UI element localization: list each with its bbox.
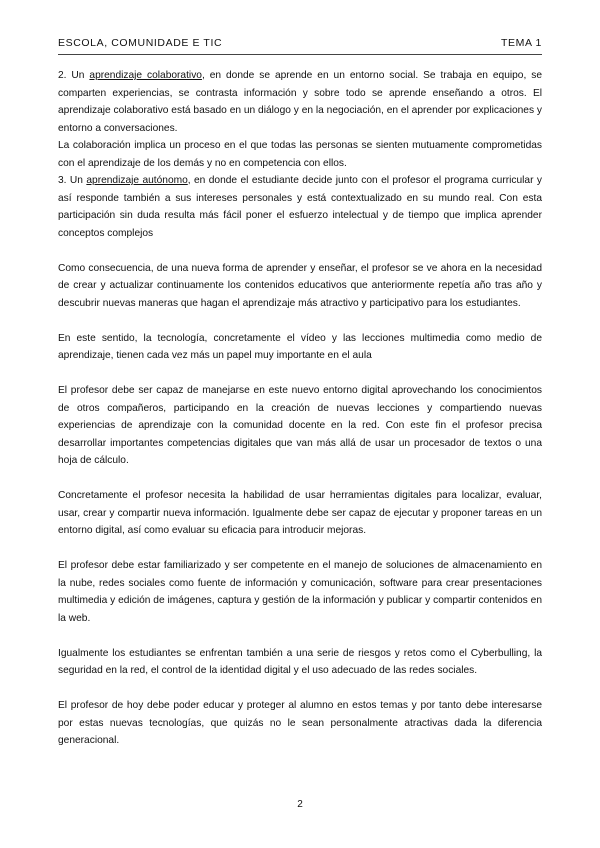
paragraph: Como consecuencia, de una nueva forma de aprender y enseñar, el profesor se ve ahora en la necesidad de crear y actualizar continuamente los contenidos educativos que anteriormente repetía año tras año y descubrir nuevas maneras que hagan el aprendizaje más atractivo y participativo para los estudiantes. — [58, 262, 542, 309]
paragraph: Concretamente el profesor necesita la habilidad de usar herramientas digitales para localizar, evaluar, usar, crear y compartir nueva información. Igualmente debe ser capaz de ejecutar y proponer tareas en un entorno digital, así como evaluar su eficacia para introducir mejoras. — [58, 490, 542, 536]
list-item-autonomous — [58, 172, 542, 242]
item-number: 3. Un — [58, 175, 87, 186]
term-collaborative-learning: aprendizaje colaborativo — [89, 70, 202, 81]
paragraph: Igualmente los estudiantes se enfrentan también a una serie de riesgos y retos como el Cyberbulling, la seguridad en la red, el control de la identidad digital y el uso adecuado de las redes sociales. — [58, 647, 542, 676]
header-divider — [58, 54, 542, 55]
paragraph: En este sentido, la tecnología, concretamente el vídeo y las lecciones multimedia como medio de aprendizaje, tienen cada vez más un papel muy importante en el aula — [58, 332, 542, 361]
header-topic: TEMA 1 — [501, 37, 542, 49]
item-number: 2. Un — [58, 70, 90, 81]
list-item-collaborative — [58, 67, 542, 137]
header-course-title: ESCOLA, COMUNIDADE E TIC — [58, 37, 223, 49]
collaboration-paragraph: La colaboración implica un proceso en el que todas las personas se sienten mutuamente comprometidas con el aprendizaje de los demás y no en competencia con ellos. — [58, 140, 542, 169]
paragraph: El profesor de hoy debe poder educar y proteger al alumno en estos temas y por tanto debe interesarse por estas nuevas tecnologías, que quizás no le sean personalmente atractivas dada la diferencia generacional. — [58, 700, 542, 746]
page-number: 2 — [297, 799, 303, 810]
item-text: , en donde el estudiante decide junto con el profesor el programa curricular y así responde también a sus intereses personales y está contextualizado en su mundo real. Con esta participación sin duda resulta más fácil poner el esfuerzo intelectual y de tiempo que implica aprender conceptos complejos — [58, 175, 542, 239]
paragraph: El profesor debe estar familiarizado y ser competente en el manejo de soluciones de almacenamiento en la nube, redes sociales como fuente de información y comunicación, software para crear presentaciones multimedia y edición de imágenes, captura y gestión de la información y publicar y compartir contenidos en la web. — [58, 560, 542, 624]
paragraph: El profesor debe ser capaz de manejarse en este nuevo entorno digital aprovechando los conocimientos de otros compañeros, participando en la creación de nuevas lecciones y compartiendo nuevas experiencias de aprendizaje con la comunidad docente en la red. Con este fin el profesor precisa desarrollar importantes competencias digitales que van más allá de usar un procesador de textos o una hoja de cálculo. — [58, 385, 542, 466]
page-body — [58, 67, 542, 750]
page-header — [58, 37, 542, 53]
item-text: , en donde se aprende en un entorno social. Se trabaja en equipo, se comparten experiencias, se contrasta información y sobre todo se aprende enseñando a otros. El aprendizaje colaborativo está basado en un diálogo y en la negociación, en el aprender por explicaciones y entorno a conversaciones. — [58, 70, 542, 134]
term-autonomous-learning: aprendizaje autónomo — [86, 175, 188, 186]
